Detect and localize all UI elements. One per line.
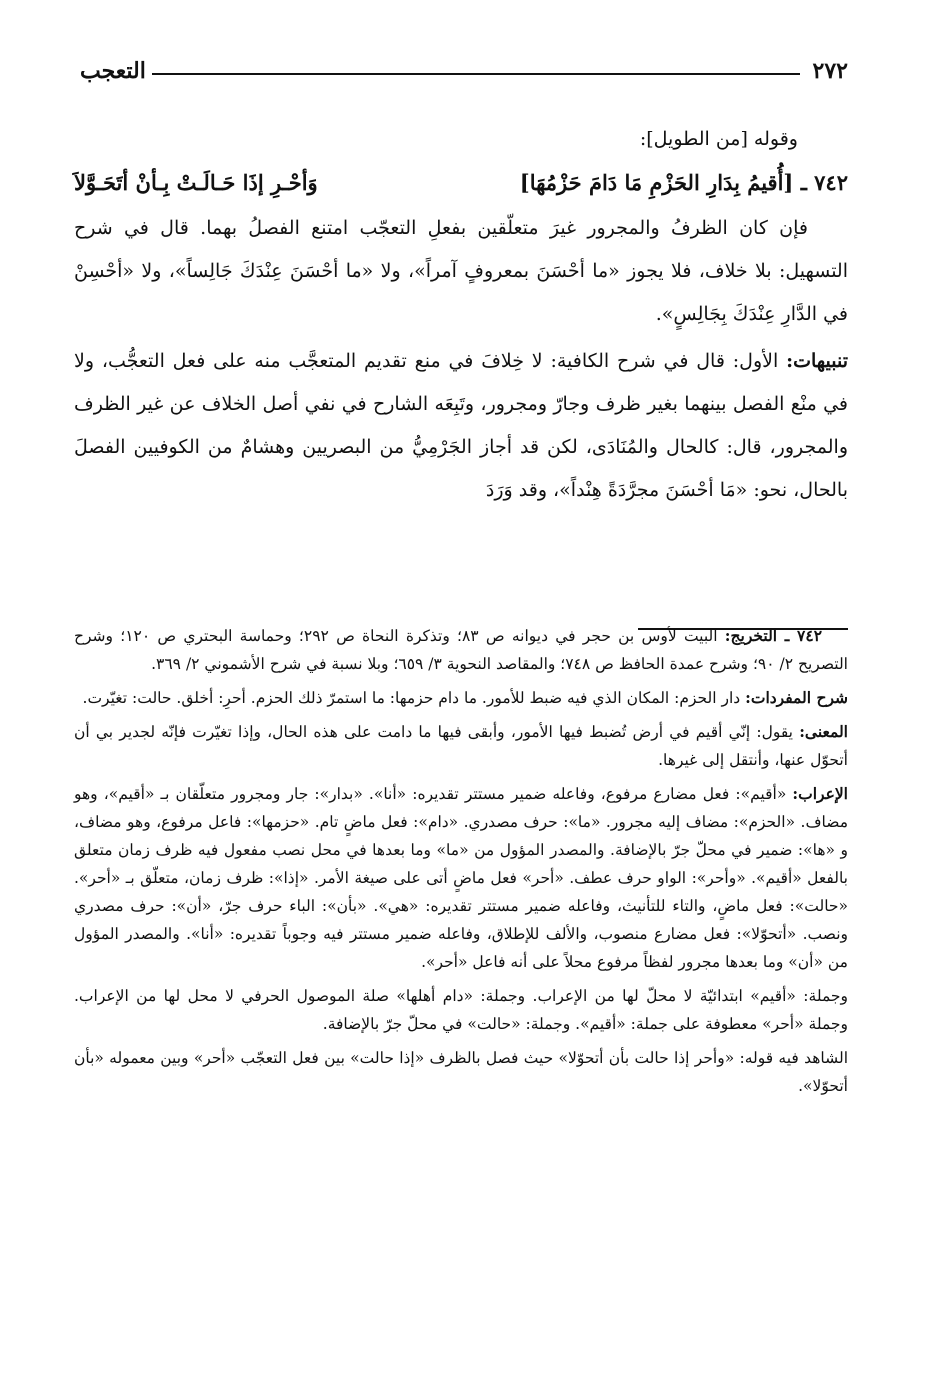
- mufradat-text: دار الحزم: المكان الذي فيه ضبط للأمور. ما دام حزمها: ما استمرّ ذلك الحزم. أحرِ: أخلق. حالت: تغيّرت.: [82, 689, 741, 707]
- footnotes: [74, 622, 848, 1106]
- takhrij-label: ٧٤٢ ـ التخريج:: [724, 626, 823, 645]
- maana-text: يقول: إنّي أقيم في أرض تُضبط فيها الأمور، وأبقى فيها ما دامت على هذه الحال، وإذا تغيّرت فإنّه لجدير بي أن أتحوّل عنها، وأنتقل إلى غيرها.: [74, 723, 848, 769]
- footnote-irab: [74, 780, 848, 976]
- footnote-maana: [74, 718, 848, 774]
- page-header: [80, 58, 848, 88]
- verse-first-half: [520, 161, 848, 204]
- main-text: [74, 118, 848, 512]
- tanbihat-label: تنبيهات:: [786, 350, 848, 372]
- paragraph-1: فإن كان الظرفُ والمجرور غيرَ متعلّقين بفعلِ التعجّب امتنع الفصلُ بهما. قال في شرح التسهيل: بلا خلاف، فلا يجوز «ما أحْسَنَ بمعروفٍ آمراً»، ولا «ما أحْسَنَ عِنْدَكَ جَالِساً»، ولا «أحْسِنْ في الدَّارِ عِنْدَكَ بِجَالِسٍ».: [74, 217, 848, 325]
- verse-intro: وقوله [من الطويل]:: [639, 128, 798, 150]
- footnote-jumal: وجملة: «أقيم» ابتدائيّة لا محلّ لها من الإعراب. وجملة: «دام أهلها» صلة الموصول الحرفي لا محل لها من الإعراب. وجملة «أحر» معطوفة على جملة: «أقيم». وجملة: «حالت» في محلّ جرّ بالإضافة.: [74, 987, 848, 1033]
- footnote-takhrij: [74, 622, 848, 678]
- verse-number: ٧٤٢ ـ: [800, 170, 848, 195]
- tanbihat-text: الأول: قال في شرح الكافية: لا خِلافَ في منع تقديم المتعجَّب منه على فعل التعجُّب، ولا في منْع الفصل بينهما بغير ظرف وجارّ ومجرور، وتَبِعَه الشارح في نفي أصل الخلاف عن غير الظرف والمجرور، قال: كالحال والمُنَادَى، لكن قد أجاز الجَرْمِيُّ من البصريين وهشامٌ من الكوفيين الفصلَ بالحال، نحو: «مَا أحْسَنَ مجرَّدَةً هِنْداً»، وقد وَرَدَ: [74, 350, 848, 501]
- page-number: ٢٧٢: [812, 58, 848, 84]
- footnote-mufradat: [74, 684, 848, 712]
- maana-label: المعنى:: [799, 722, 848, 741]
- takhrij-text: البيت لأوس بن حجر في ديوانه ص ٨٣؛ وتذكرة النحاة ص ٢٩٢؛ وحماسة البحتري ص ١٢٠؛ وشرح التصريح ٢/ ٩٠؛ وشرح عمدة الحافظ ص ٧٤٨؛ والمقاصد النحوية ٣/ ٦٥٩؛ وبلا نسبة في شرح الأشموني ٢/ ٣٦٩.: [74, 627, 848, 673]
- irab-text: «أقيم»: فعل مضارع مرفوع، وفاعله ضمير مستتر تقديره: «أنا». «بدار»: جار ومجرور متعلّقان بـ «أقيم»، وهو مضاف. «الحزم»: مضاف إليه مجرور. «ما»: حرف مصدري. «دام»: فعل ماضٍ تام. «حزمها»: فاعل مرفوع، وهو مضاف، و «ها»: ضمير في محلّ جرّ بالإضافة. والمصدر المؤول من «ما» وما بعدها في محل نصب مفعول فيه ظرف زمان متعلق بالفعل «أقيم». «وأحر»: الواو حرف عطف. «أحر» فعل ماضٍ أتى على صيغة الأمر. «إذا»: ظرف زمان، متعلّق بـ «أحر». «حالت»: فعل ماضٍ، والتاء للتأنيث، وفاعله ضمير مستتر تقديره: «هي». «بأن»: الباء حرف جرّ، «أن»: حرف مصدري ونصب. «أتحوّلا»: فعل مضارع منصوب، والألف للإطلاق، وفاعله ضمير مستتر فيه وجوباً تقديره: «أنا». والمصدر المؤول من «أن» وما بعدها مجرور لفظاً مرفوع محلاً على أنه فاعل «أحر».: [74, 785, 848, 971]
- footnote-shahid: الشاهد فيه قوله: «وأحر إذا حالت بأن أتحوّلا» حيث فصل بالظرف «إذا حالت» بين فعل التعجّب «أحر» وبين معموله «بأن أتحوّلا».: [74, 1049, 848, 1095]
- mufradat-label: شرح المفردات:: [745, 688, 848, 707]
- running-title: التعجب: [80, 58, 146, 84]
- paragraph-tanbihat: [74, 340, 848, 512]
- verse-line: [74, 161, 848, 204]
- irab-label: الإعراب:: [792, 784, 848, 803]
- header-rule: [152, 73, 800, 75]
- verse-hemistich-1: [أُقيمُ بِدَارِ الحَزْمِ مَا دَامَ حَزْمُهَا]: [519, 170, 794, 195]
- verse-hemistich-2: وَأحْـرِ إذَا حَـالَـتْ بِـأنْ أتَحَـوَّلاَ: [74, 170, 318, 195]
